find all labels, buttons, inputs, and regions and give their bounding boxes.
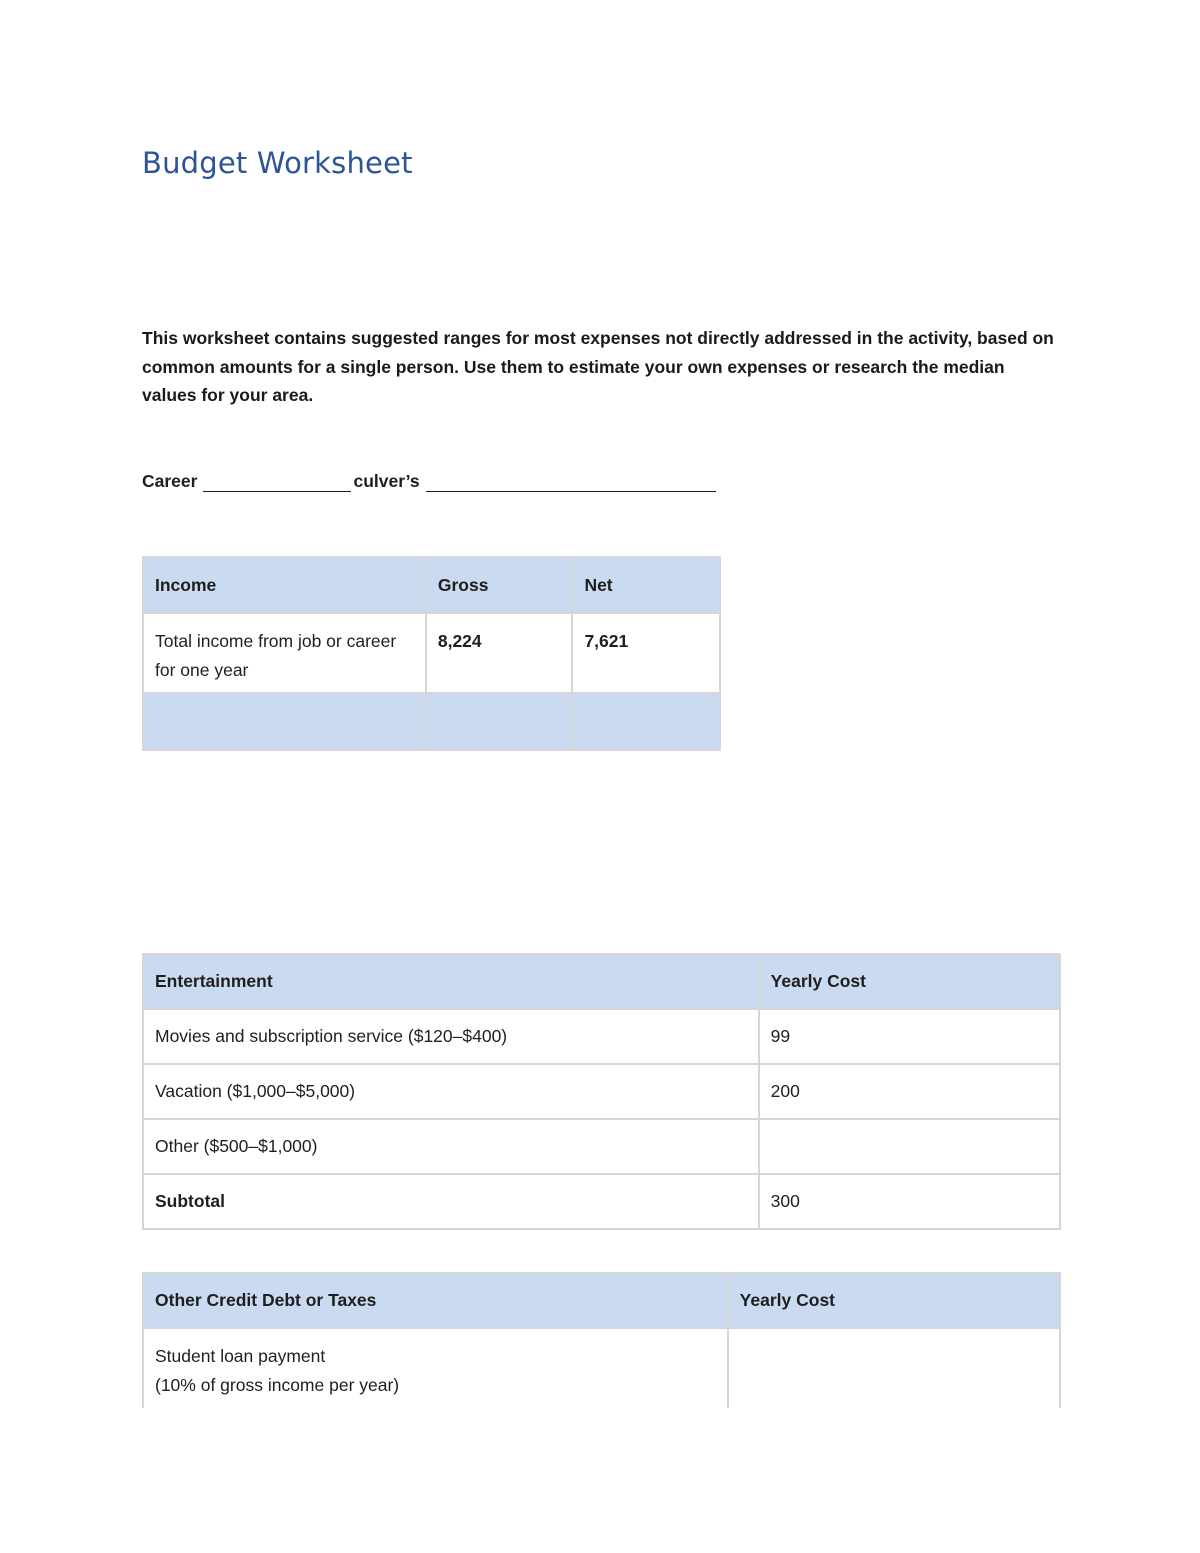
- income-header-row: [143, 557, 720, 613]
- table-row: [143, 1328, 1060, 1408]
- subtotal-row: [143, 1174, 1060, 1229]
- table-row: [143, 613, 720, 693]
- income-table: [142, 556, 721, 751]
- page-title: Budget Worksheet: [142, 146, 413, 180]
- entertainment-row-cost[interactable]: [759, 1119, 1060, 1174]
- student-loan-line2: (10% of gross income per year): [155, 1375, 400, 1395]
- career-label: Career: [142, 471, 198, 491]
- entertainment-row-cost[interactable]: 200: [759, 1064, 1060, 1119]
- entertainment-row-label: Other ($500–$1,000): [143, 1119, 759, 1174]
- gross-header: Gross: [426, 557, 573, 613]
- intro-paragraph: This worksheet contains suggested ranges for most expenses not directly addressed in the activity, based on common amounts for a single person. Use them to estimate your own expenses or research the median values for your area.: [142, 328, 1054, 405]
- debt-table-clip: [140, 1270, 1065, 1408]
- table-row: [143, 1119, 1060, 1174]
- empty-cell[interactable]: [143, 693, 426, 750]
- table-row: [143, 1064, 1060, 1119]
- student-loan-label: [143, 1328, 728, 1408]
- income-header: Income: [143, 557, 426, 613]
- debt-table: [142, 1272, 1061, 1408]
- table-row: [143, 1009, 1060, 1064]
- career-blank[interactable]: [203, 471, 351, 492]
- entertainment-table: [142, 953, 1061, 1230]
- student-loan-line1: Student loan payment: [155, 1346, 326, 1366]
- entertainment-header: Entertainment: [143, 954, 759, 1009]
- entertainment-row-cost[interactable]: 99: [759, 1009, 1060, 1064]
- yearly-cost-header: Yearly Cost: [759, 954, 1060, 1009]
- gross-value[interactable]: 8,224: [426, 613, 573, 693]
- debt-header: Other Credit Debt or Taxes: [143, 1273, 728, 1328]
- net-header: Net: [572, 557, 720, 613]
- employer-text: culver’s: [353, 471, 420, 491]
- student-loan-cost[interactable]: [728, 1328, 1060, 1408]
- debt-yearly-cost-header: Yearly Cost: [728, 1273, 1060, 1328]
- subtotal-label: Subtotal: [143, 1174, 759, 1229]
- income-row-label: Total income from job or career for one year: [143, 613, 426, 693]
- table-row: [143, 693, 720, 750]
- net-value[interactable]: 7,621: [572, 613, 720, 693]
- empty-cell[interactable]: [572, 693, 720, 750]
- empty-cell[interactable]: [426, 693, 573, 750]
- employer-blank[interactable]: [426, 471, 716, 492]
- career-line: [142, 471, 718, 492]
- subtotal-value[interactable]: 300: [759, 1174, 1060, 1229]
- debt-header-row: [143, 1273, 1060, 1328]
- entertainment-row-label: Movies and subscription service ($120–$400): [143, 1009, 759, 1064]
- entertainment-header-row: [143, 954, 1060, 1009]
- entertainment-row-label: Vacation ($1,000–$5,000): [143, 1064, 759, 1119]
